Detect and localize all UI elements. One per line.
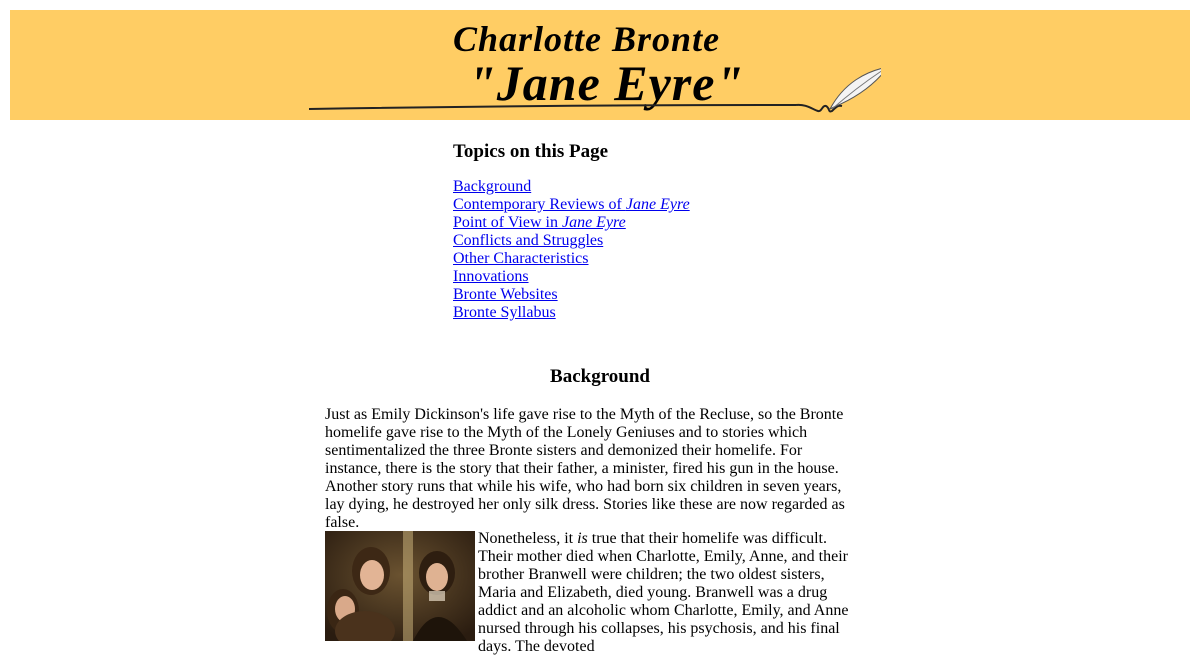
link-text-italic: Jane Eyre	[561, 214, 626, 231]
topics-list-item	[453, 232, 853, 250]
background-heading: Background	[550, 366, 650, 387]
background-paragraph-2	[478, 530, 863, 656]
link-text: Other Characteristics	[453, 250, 589, 267]
quill-pen-icon	[306, 65, 881, 117]
link-text: Point of View in	[453, 214, 562, 231]
link-contemporary-reviews[interactable]	[453, 196, 690, 213]
link-text: Bronte Websites	[453, 286, 558, 303]
topics-list-item	[453, 214, 853, 232]
topics-section	[453, 140, 853, 322]
link-text: Background	[453, 178, 532, 195]
topics-list-item	[453, 286, 853, 304]
topics-list-item	[453, 250, 853, 268]
link-innovations[interactable]	[453, 268, 529, 285]
paragraph-text: true that their homelife was difficult. Their mother died when Charlotte, Emily, Anne, and their brother Branwell were children; the two oldest sisters, Maria and Elizabeth, died young. Branwell was a drug addict and an alcoholic whom Charlotte, Emily, and Anne nursed through his collapses, his psychosis, and his final days. The devoted	[478, 530, 849, 655]
topics-list-item	[453, 178, 853, 196]
topics-list-item	[453, 268, 853, 286]
link-text: Contemporary Reviews of	[453, 196, 626, 213]
banner-title: "Jane Eyre"	[468, 55, 745, 111]
topics-list	[453, 178, 853, 322]
link-bronte-websites[interactable]	[453, 286, 558, 303]
link-text: Conflicts and Struggles	[453, 232, 604, 249]
topics-list-item	[453, 196, 853, 214]
link-other-characteristics[interactable]	[453, 250, 589, 267]
link-point-of-view[interactable]	[453, 214, 626, 231]
bronte-sisters-portrait	[325, 531, 475, 641]
link-conflicts[interactable]	[453, 232, 603, 249]
link-text: Innovations	[453, 268, 529, 285]
banner-author: Charlotte Bronte	[453, 19, 721, 59]
link-background[interactable]	[453, 178, 531, 195]
header-banner	[10, 10, 1190, 120]
background-paragraph-1: Just as Emily Dickinson's life gave rise to the Myth of the Recluse, so the Bronte homelife gave rise to the Myth of the Lonely Geniuses and to stories which sentimentalized the three Bronte sisters and demonized their homelife. For instance, there is the story that their father, a minister, fired his gun in the house. Another story runs that while his wife, who had born six children in seven years, lay dying, he destroyed her only silk dress. Stories like these are now regarded as false.	[325, 406, 845, 531]
link-text-italic: Jane Eyre	[625, 196, 690, 213]
topics-list-item	[453, 304, 853, 322]
topics-heading: Topics on this Page	[453, 141, 609, 162]
paragraph-emphasis: is	[577, 530, 588, 547]
link-bronte-syllabus[interactable]	[453, 304, 556, 321]
paragraph-text: Nonetheless, it	[478, 530, 578, 547]
link-text: Bronte Syllabus	[453, 304, 556, 321]
